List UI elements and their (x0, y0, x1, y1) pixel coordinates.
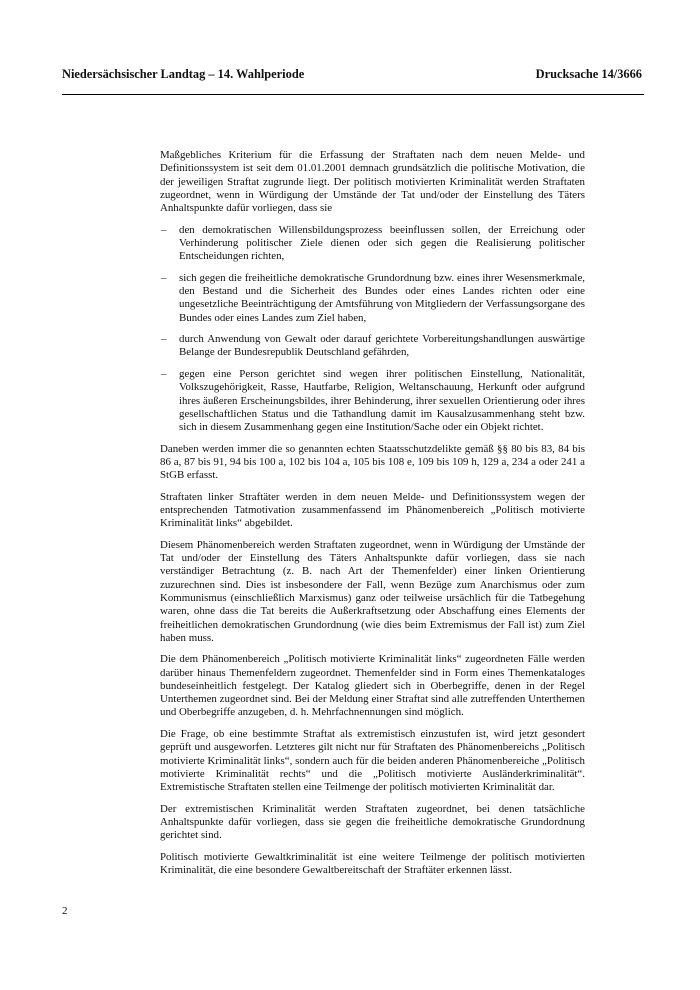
document-number: Drucksache 14/3666 (535, 67, 642, 81)
list-item-text: durch Anwendung von Gewalt oder darauf gerichtete Vorbereitungshandlungen auswärtige Belange der Bundesrepublik Deutschland gefährden, (179, 333, 585, 359)
list-item-text: gegen eine Person gerichtet sind wegen ihrer politischen Einstellung, Nationalität, Volkszugehörigkeit, Rasse, Hautfarbe, Religion, Weltanschauung, Herkunft oder aufgrund ihres äußeren Erscheinungsbildes, ihrer Behinderung, ihrer sexuellen Orientierung oder ihres gesellschaftlichen Status und die Tathandlung damit im Kausalzusammenhang steht bzw. sich in diesem Zusammenhang gegen eine Institution/Sache oder ein Objekt richtet. (179, 367, 585, 434)
page-header (62, 67, 642, 83)
page-number: 2 (62, 905, 68, 917)
paragraph-extremistische-kriminalitaet: Der extremistischen Kriminalität werden Straftaten zugeordnet, bei denen tatsächliche Anhaltspunkte dafür vorliegen, dass sie gegen die freiheitliche demokratische Grundordnung gerichtet sind. (160, 802, 585, 842)
paragraph-phaenomenbereich: Diesem Phänomenbereich werden Straftaten zugeordnet, wenn in Würdigung der Umstände der Tat und/oder der Einstellung des Täters Anhaltspunkte dafür vorliegen, dass sie nach verständiger Betrachtung (z. B. nach Art der Themenfelder) einer linken Orientierung zuzurechnen sind. Dies ist insbesondere der Fall, wenn Bezüge zum Anarchismus oder zum Kommunismus (einschließlich Marxismus) ganz oder teilweise ursächlich für die Tatbegehung waren, ohne dass die Tat bereits die Außerkraftsetzung oder Abschaffung eines Elements der freiheitlichen demokratischen Grundordnung (wie dies beim Extremismus der Fall ist) zum Ziel haben muss. (160, 538, 585, 644)
list-item-text: den demokratischen Willensbildungsprozess beeinflussen sollen, der Erreichung oder Verhinderung politischer Ziele dienen oder sich gegen die Realisierung politischer Entscheidungen richten, (179, 223, 585, 263)
dash-marker: – (161, 367, 167, 380)
list-item (160, 224, 585, 264)
list-item (160, 333, 585, 360)
list-item (160, 368, 585, 434)
dash-marker: – (161, 271, 167, 284)
header-divider (62, 94, 644, 95)
paragraph-extremismus-frage: Die Frage, ob eine bestimmte Straftat als extremistisch einzustufen ist, wird jetzt gesondert geprüft und ausgeworfen. Letzteres gilt nicht nur für Straftaten des Phänomenbereichs „Politisch motivierte Kriminalität links“, sondern auch für die beiden anderen Phänomenbereiche „Politisch motivierte Kriminalität rechts“ und die „Politisch motivierte Ausländerkriminalität“. Extremistische Straftaten stellen eine Teilmenge der politisch motivierten Kriminalität dar. (160, 727, 585, 794)
intro-paragraph: Maßgebliches Kriterium für die Erfassung der Straftaten nach dem neuen Melde- und Definitionssystem ist seit dem 01.01.2001 demnach grundsätzlich die politische Motivation, die der jeweiligen Straftat zugrunde liegt. Der politisch motivierten Kriminalität werden Straftaten zugeordnet, wenn in Würdigung der Umstände der Tat und/oder der Einstellung des Täters Anhaltspunkte dafür vorliegen, dass sie (160, 149, 585, 215)
list-item-text: sich gegen die freiheitliche demokratische Grundordnung bzw. eines ihrer Wesensmerkmale, den Bestand und die Sicherheit des Bundes oder eines Landes richten oder eine ungesetzliche Beeinträchtigung der Amtsführung von Mitgliedern der Verfassungsorgane des Bundes oder eines Landes zum Ziel haben, (179, 271, 585, 324)
paragraph-gewaltkriminalitaet: Politisch motivierte Gewaltkriminalität ist eine weitere Teilmenge der politisch motivierten Kriminalität, die eine besondere Gewaltbereitschaft der Straftäter erkennen lässt. (160, 850, 585, 877)
criteria-list (160, 224, 585, 435)
document-body (160, 149, 585, 886)
paragraph-staatsschutzdelikte: Daneben werden immer die so genannten echten Staatsschutzdelikte gemäß §§ 80 bis 83, 84 bis 86 a, 87 bis 91, 94 bis 100 a, 102 bis 104 a, 105 bis 108 e, 109 bis 109 h, 129 a, 234 a oder 241 a StGB erfasst. (160, 442, 585, 482)
list-item (160, 272, 585, 325)
dash-marker: – (161, 223, 167, 236)
dash-marker: – (161, 333, 167, 346)
parliament-title: Niedersächsischer Landtag – 14. Wahlperiode (62, 67, 305, 81)
paragraph-linke-straftaeter: Straftaten linker Straftäter werden in dem neuen Melde- und Definitionssystem wegen der entsprechenden Tatmotivation zusammenfassend im Phänomenbereich „Politisch motivierte Kriminalität links“ abgebildet. (160, 490, 585, 530)
paragraph-themenfelder: Die dem Phänomenbereich „Politisch motivierte Kriminalität links“ zugeordneten Fälle werden darüber hinaus Themenfeldern zugeordnet. Themenfelder sind in Form eines Themenkataloges bundeseinheitlich festgelegt. Der Katalog gliedert sich in Oberbegriffe, denen in der Regel Unterthemen zugeordnet sind. Bei der Meldung einer Straftat sind alle zutreffenden Unterthemen und Oberbegriffe anzugeben, d. h. Mehrfachnennungen sind möglich. (160, 653, 585, 719)
